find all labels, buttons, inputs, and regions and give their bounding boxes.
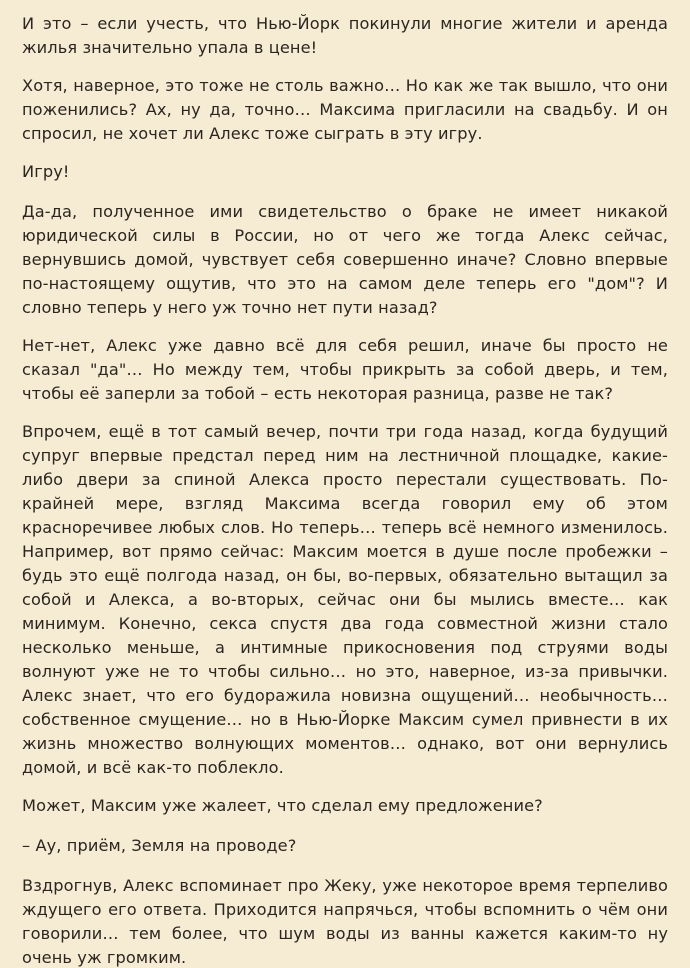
paragraph-9: Вздрогнув, Алекс вспоминает про Жеку, уже некоторое время терпеливо ждущего его ответа. Приходится напрячься, чтобы вспомнить о чём они говорили… тем более, что шум воды из ванны кажется каким-то ну очень уж громким. <box>22 876 668 967</box>
paragraph-4: Да-да, полученное ими свидетельство о браке не имеет никакой юридической силы в России, но от чего же тогда Алекс сейчас, вернувшись домой, чувствует себя совершенно иначе? Словно впервые по-настоящему ощутив, что это на самом деле теперь его "дом"? И словно теперь у него уж точно нет пути назад? <box>22 202 668 317</box>
paragraph-2: Хотя, наверное, это тоже не столь важно… Но как же так вышло, что они поженились? Ах, ну да, точно… Максима пригласили на свадьбу. И он спросил, не хочет ли Алекс тоже сыграть в эту игру. <box>22 76 668 143</box>
paragraph-3: Игру! <box>22 162 70 181</box>
paragraph-6: Впрочем, ещё в тот самый вечер, почти три года назад, когда будущий супруг впервые предстал перед ним на лестничной площадке, какие-либо двери за спиной Алекса просто перестали существовать. По-крайней мере, взгляд Максима всегда говорил ему об этом красноречивее любых слов. Но теперь… теперь всё немного изменилось. Например, вот прямо сейчас: Максим моется в душе после пробежки – будь это ещё полгода назад, он бы, во-первых, обязательно вытащил за собой и Алекса, а во-вторых, сейчас они бы мылись вместе… как минимум. Конечно, секса спустя два года совместной жизни стало несколько меньше, а интимные прикосновения под струями воды волнуют уже не то чтобы сильно… но это, наверное, из-за привычки. Алекс знает, что его будоражила новизна ощущений… необычность… собственное смущение… но в Нью-Йорке Максим сумел привнести в их жизнь множество волнующих моментов… однако, вот они вернулись домой, и всё как-то поблекло. <box>22 422 668 777</box>
paragraph-1: И это – если учесть, что Нью-Йорк покинули многие жители и аренда жилья значительно упала в цене! <box>22 14 668 57</box>
paragraph-5: Нет-нет, Алекс уже давно всё для себя решил, иначе бы просто не сказал "да"… Но между тем, чтобы прикрыть за собой дверь, и тем, чтобы её заперли за тобой – есть некоторая разница, разве не так? <box>22 336 668 403</box>
paragraph-7: Может, Максим уже жалеет, что сделал ему предложение? <box>22 796 543 815</box>
dialogue-line: – Ау, приём, Земля на проводе? <box>22 836 297 855</box>
